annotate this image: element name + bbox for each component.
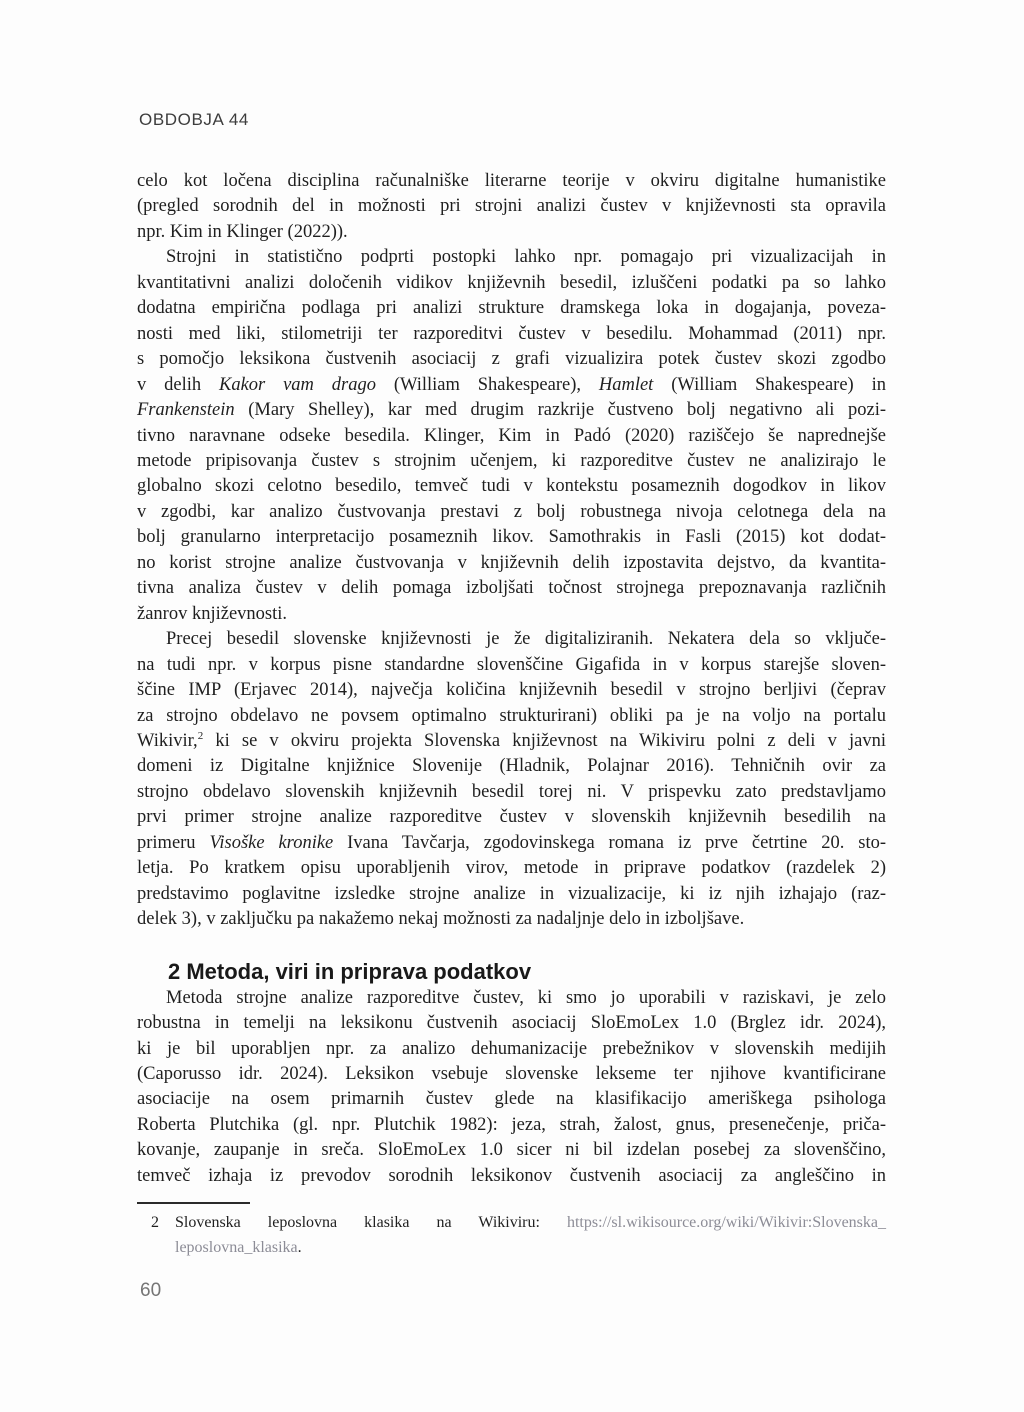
italic-text: Frankenstein: [137, 400, 235, 421]
text-line: Strojni in statistično podprti postopki lahko npr. pomagajo pri vizualizacijah in: [166, 247, 886, 268]
text-line: Metoda strojne analize razporeditve čustev, ki smo jo uporabili v raziskavi, je zelo: [166, 987, 886, 1008]
text-line: tivno naravnane odseke besedila. Klinger, Kim in Padó (2020) raziščejo še naprednejše: [137, 425, 886, 446]
text-line: Frankenstein (Mary Shelley), kar med drugim razkrije čustveno bolj negativno ali pozi-: [137, 400, 886, 421]
text-line: Wikivir,$^2$ ki se v okviru projekta Slovenska književnost na Wikiviru polni z deli v javni: [137, 729, 886, 751]
text-line: Precej besedil slovenske književnosti je že digitaliziranih. Nekatera dela so vključe-: [166, 629, 886, 650]
text-line: asociacije na osem primarnih čustev glede na klasifikacijo ameriškega psihologa: [137, 1089, 886, 1110]
footnote-separator: [137, 1202, 250, 1204]
running-header: OBDOBJA 44: [139, 110, 249, 129]
text-line: Roberta Plutchika (gl. npr. Plutchik 1982): jeza, strah, žalost, gnus, presenečenje, priča-: [137, 1114, 886, 1135]
page-number: 60: [140, 1280, 162, 1301]
text-line: kovanje, zaupanje in sreča. SloEmoLex 1.0 sicer ni bil izdelan posebej za slovenščino,: [137, 1140, 886, 1161]
paragraph: [137, 169, 886, 245]
text-line: dodatna empirična podlaga pri analizi strukture dramskega loka in dogajanja, poveza-: [137, 298, 886, 319]
italic-text: Kakor vam drago: [218, 374, 376, 395]
text-line: temveč izhaja iz prevodov sorodnih leksikonov čustvenih asociacij za angleščino in: [137, 1165, 886, 1186]
text-line: bolj granularno interpretacijo posameznih likov. Samothrakis in Fasli (2015) kot dodat-: [137, 527, 886, 548]
text-line: žanrov književnosti.: [137, 603, 288, 624]
section-heading: 2 Metoda, viri in priprava podatkov: [168, 958, 532, 984]
text-line: za strojno obdelavo ne povsem optimalno strukturirani) obliki pa je na voljo na portalu: [137, 705, 886, 726]
text-line: s pomočjo leksikona čustvenih asociacij z grafi vizualizira potek čustev skozi zgodbo: [137, 349, 886, 370]
text-line: predstavimo poglavitne izsledke strojne analize in vizualizacije, ki iz njih izhajajo (raz-: [137, 883, 886, 904]
text-line: no korist strojne analize čustvovanja v književnih delih izpostavita dejstvo, da kvantita-: [137, 552, 886, 573]
text-line: leposlovna_klasika.: [175, 1239, 302, 1257]
text-line: (pregled sorodnih del in možnosti pri strojni analizi čustev v književnosti sta opravila: [137, 196, 886, 217]
footnote-marker: 2: [151, 1214, 159, 1232]
paragraph: [137, 986, 886, 1190]
text-line: v delih Kakor vam drago (William Shakespeare), Hamlet (William Shakespeare) in: [137, 374, 886, 395]
text-line: metode pripisovanja čustev s strojnim učenjem, ki razporeditve čustev ne analizirajo le: [137, 450, 886, 471]
text-line: domeni iz Digitalne knjižnice Slovenije (Hladnik, Polajnar 2016). Tehničnih ovir za: [137, 756, 886, 777]
footnote: [137, 1202, 886, 1261]
text-line: kvantitativni analizi določenih vidikov književnih besedil, izluščeni podatki pa so lahko: [137, 272, 886, 293]
text-line: prvi primer strojne analize razporeditve čustev v slovenskih književnih besedilih na: [137, 807, 886, 828]
italic-text: Hamlet: [598, 374, 654, 395]
text-line: npr. Kim in Klinger (2022)).: [137, 221, 348, 242]
italic-text: Visoške kronike: [209, 832, 334, 853]
footnote-url[interactable]: leposlovna_klasika: [175, 1239, 298, 1257]
text-line: globalno skozi celotno besedilo, temveč tudi v kontekstu posameznih dogodkov in likov: [137, 476, 886, 497]
footnote-lines: [175, 1211, 886, 1261]
text-line: na tudi npr. v korpus pisne standardne slovenščine Gigafida in v korpus starejše sloven-: [137, 654, 886, 675]
text-line: v zgodbi, kar analizo čustvovanja prestavi z bolj robustnega nivoja celotnega dela na: [137, 501, 886, 522]
text-line: ki je bil uporabljen npr. za analizo dehumanizacije prebežnikov v slovenskih medijih: [137, 1038, 886, 1059]
text-line: delek 3), v zaključku pa nakažemo nekaj možnosti za nadaljnje delo in izboljšave.: [137, 909, 745, 930]
text-line: celo kot ločena disciplina računalniške literarne teorije v okviru digitalne humanistike: [137, 171, 886, 191]
text-line: letja. Po kratkem opisu uporabljenih virov, metode in priprave podatkov (razdelek 2): [137, 858, 886, 879]
footnote-body: [137, 1211, 886, 1261]
text-line: (Caporusso idr. 2024). Leksikon vsebuje slovenske lekseme ter njihove kvantificirane: [137, 1063, 886, 1084]
text-line: strojno obdelavo slovenskih književnih besedil torej ni. V prispevku zato predstavljamo: [137, 781, 886, 802]
paragraph: [137, 245, 886, 627]
footnote-reference-superscript: 2: [197, 729, 204, 742]
text-line: ščine IMP (Erjavec 2014), največja količina književnih besedil v strojno berljivi (čeprav: [137, 680, 886, 701]
paragraph: [137, 627, 886, 932]
text-line: robustna in temelji na leksikonu čustvenih asociacij SloEmoLex 1.0 (Brglez idr. 2024),: [137, 1013, 886, 1034]
text-line: primeru Visoške kronike Ivana Tavčarja, zgodovinskega romana iz prve četrtine 20. sto-: [137, 832, 886, 853]
text-line: Slovenska leposlovna klasika na Wikiviru: https://sl.wikisource.org/wiki/Wikivir:Slovenska_: [175, 1214, 886, 1232]
text-line: tivna analiza čustev v delih pomaga izboljšati točnost strojnega prepoznavanja različnih: [137, 578, 886, 599]
text-column: [137, 169, 886, 1261]
text-blocks: [137, 169, 886, 1189]
text-line: nosti med liki, stilometriji ter razporeditvi čustev v besedilu. Mohammad (2011) npr.: [137, 323, 886, 344]
footnote-url[interactable]: https://sl.wikisource.org/wiki/Wikivir:Slovenska_: [566, 1214, 886, 1232]
